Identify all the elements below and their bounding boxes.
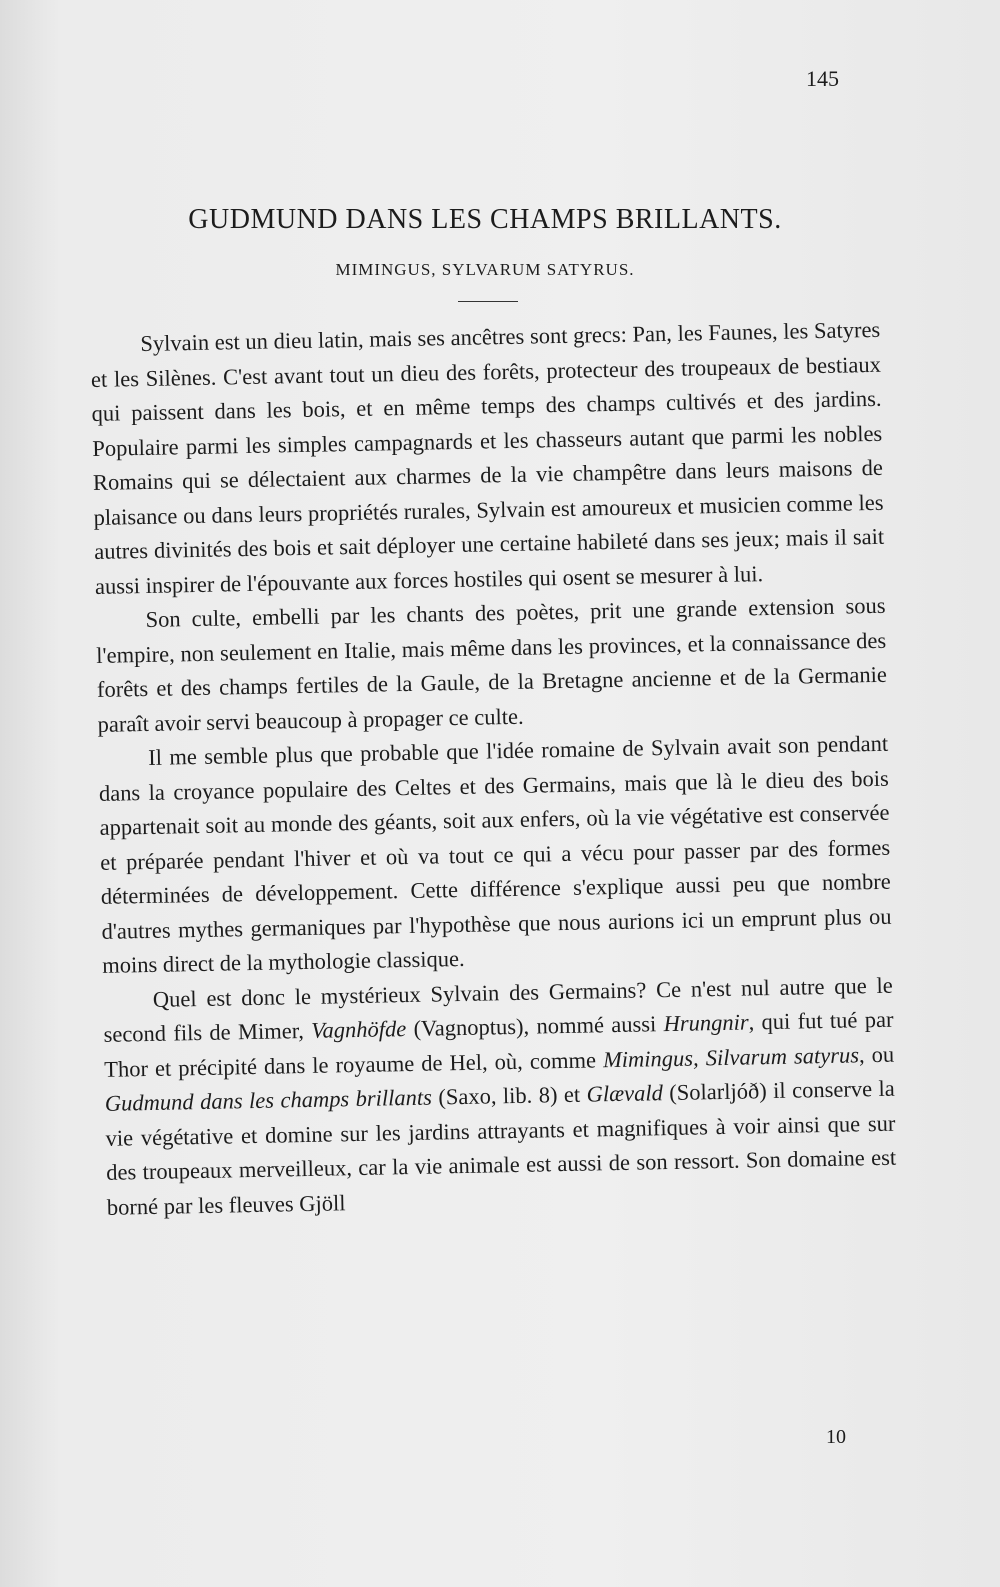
signature-mark: 10 — [826, 1426, 846, 1448]
paragraph-4 — [103, 968, 897, 1225]
page-number: 145 — [806, 66, 839, 91]
chapter-subtitle: MIMINGUS, SYLVARUM SATYRUS. — [335, 260, 635, 279]
text-run: (Saxo, lib. 8) et — [431, 1081, 587, 1110]
title-divider — [458, 301, 518, 302]
text-run: (Vagnoptus), nommé aussi — [405, 1011, 664, 1042]
text-run: (Solarljóð) il conserve la vie végétative et domine sur les jardins attrayants et magnifiques à voir ainsi que sur des troupeaux merveilleux, car la vie animale est aussi de son ressort. Son domaine est borné par les fleuves Gjöll — [105, 1075, 897, 1220]
paragraph-1: Sylvain est un dieu latin, mais ses ancêtres sont grecs: Pan, les Faunes, les Satyres et les Silènes. C'est avant tout un dieu des forêts, protecteur des troupeaux de bestiaux qui paissent dans les bois, et en même temps des champs cultivés et des jardins. Populaire parmi les simples campagnards et les chasseurs autant que parmi les nobles Romains qui se délectaient aux charmes de la vie champêtre dans leurs maisons de plaisance ou dans leurs propriétés rurales, Sylvain est amoureux et musicien comme les autres divinités des bois et sait déployer une certaine habileté dans ses jeux; mais il sait aussi inspirer de l'épouvante aux forces hostiles qui osent se mesurer à lui. — [90, 316, 885, 599]
italic-name: Hrungnir — [663, 1009, 749, 1037]
paragraph-3: Il me semble plus que probable que l'idée romaine de Sylvain avait son pendant dans la croyance populaire des Celtes et des Germains, mais que là le dieu des bois appartenait soit au monde des géants, soit aux enfers, où la vie végétative est conservée et préparée pendant l'hiver et où va tout ce qui a vécu pour passer par des formes déterminées de développement. Cette différence s'explique aussi peu que nombre d'autres mythes germaniques par l'hypothèse que nous aurions ici un emprunt plus ou moins direct de la mythologie classique. — [98, 730, 892, 978]
text-run: , qui fut tué par Thor et précipité dans le royaume de Hel, où, comme — [103, 1006, 894, 1082]
italic-name: Glævald — [586, 1080, 664, 1107]
paragraph-2: Son culte, embelli par les chants des poètes, prit une grande extension sous l'empire, non seulement en Italie, mais même dans les provinces, et la connaissance des forêts et des champs fertiles de la Gaule, de la Bretagne ancienne et de la Germanie paraît avoir servi beaucoup à propager ce culte. — [96, 592, 888, 737]
italic-name: Gudmund dans les champs brillants — [104, 1084, 433, 1116]
chapter-title: GUDMUND DANS LES CHAMPS BRILLANTS. — [188, 204, 782, 235]
italic-name: Vagnhöfde — [311, 1016, 407, 1043]
italic-name: Mimingus, Silvarum satyrus — [602, 1041, 860, 1072]
body-text — [90, 313, 897, 1225]
text-run: , ou — [858, 1041, 895, 1067]
text-run: Quel est donc le mystérieux Sylvain des Germains? Ce n'est nul autre que le second fils de Mimer, — [103, 972, 893, 1047]
